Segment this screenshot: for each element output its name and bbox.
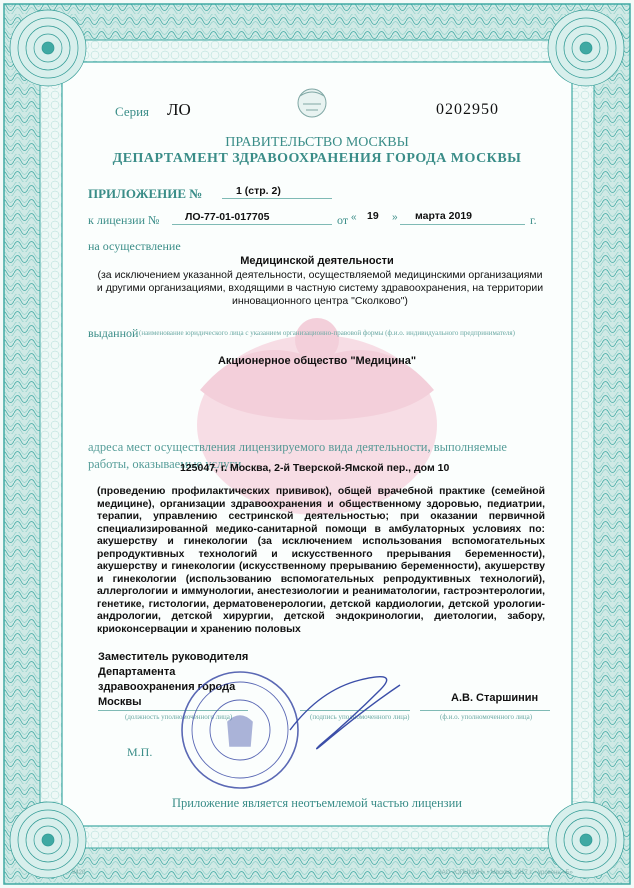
appendix-value: 1 (стр. 2) [236,185,281,197]
quote-open: « [351,212,357,223]
series-label: Серия [115,104,150,119]
services-text: (проведению профилактических прививок), общей врачебной практике (семейной медицине), организации здравоохранения и общественному здоровью, педиатрии, терапии, управлению сестринской деятельностью; при оказании первичной специализированной медико-санитарной помощи в амбулаторных условиях по: акушерству и гинекологии (за исключением использования вспомогательных репродуктивных технологий и искусственного прерывания беременности), акушерству и гинекологии (искусственному прерыванию беременности), акушерству и гинекологии (использованию вспомогательных репродуктивных технологий), аллергологии и иммунологии, анестезиологии и реаниматологии, гастроэнтерологии, генетике, гистологии, дерматовенерологии, детской кардиологии, детской урологии-андрологии, детской хирургии, детской эндокринологии, диетологии, забору, криоконсервации и хранению половых [97,486,545,635]
hint-name: (ф.и.о. уполномоченного лица) [440,713,533,721]
license-label: к лицензии № [88,213,160,227]
print-code-left: 9420 [72,870,86,876]
handwritten-signature [290,677,400,749]
appendix-label: ПРИЛОЖЕНИЕ № [88,186,203,201]
license-month-year: марта 2019 [415,210,473,222]
issued-label: выданной [88,326,139,340]
footer-note: Приложение является неотъемлемой частью лицензии [172,796,462,810]
form-number: 0202950 [436,101,499,118]
hint-position: (должность уполномоченного лица) [125,713,233,721]
address-label: адреса мест осуществления лицензируемого вида деятельности, выполняемые работы, оказываемые услуги [88,440,507,471]
activity-description: (за исключением указанной деятельности, осуществляемой медицинскими организациями и другими организациями, входящими в частную систему здравоохранения, на территории инновационного центра "Сколково") [96,269,544,307]
license-number: ЛО-77-01-017705 [185,211,270,223]
department-title: ДЕПАРТАМЕНТ ЗДРАВООХРАНЕНИЯ ГОРОДА МОСКВЫ [112,151,522,166]
signer-position-line-2: Департамента [98,666,176,678]
government-title: ПРАВИТЕЛЬСТВО МОСКВЫ [225,135,409,150]
issued-hint: (наименование юридического лица с указанием организационно-правовой формы (ф.и.о. индивидуального предпринимателя) [139,329,515,337]
license-from-label: от [337,213,349,227]
activity-title: Медицинской деятельности [240,255,394,267]
print-code-right: ЗАО «ОПЦИОН» • Москва, 2017 г. • уровень «Б» [438,870,573,876]
activity-label: на осуществление [88,239,181,253]
license-day: 19 [367,210,379,222]
series-value: ЛО [167,100,191,119]
license-year-suffix: г. [530,213,537,227]
coat-of-arms-icon [298,89,326,117]
signer-position-line-4: Москвы [98,696,142,708]
round-seal-stamp [182,672,298,788]
hint-signature: (подпись уполномоченного лица) [310,713,410,721]
organization-name: Акционерное общество "Медицина" [217,355,417,367]
signature-and-stamp [170,650,460,790]
signer-position-line-3: здравоохранения города [98,681,236,693]
signer-position-line-1: Заместитель руководителя [98,651,249,663]
mp-label: М.П. [127,745,153,759]
address-value: 125047, г. Москва, 2-й Тверской-Ямской пер., дом 10 [180,462,450,474]
quote-close: » [392,212,398,223]
signer-name: А.В. Старшинин [451,692,539,704]
